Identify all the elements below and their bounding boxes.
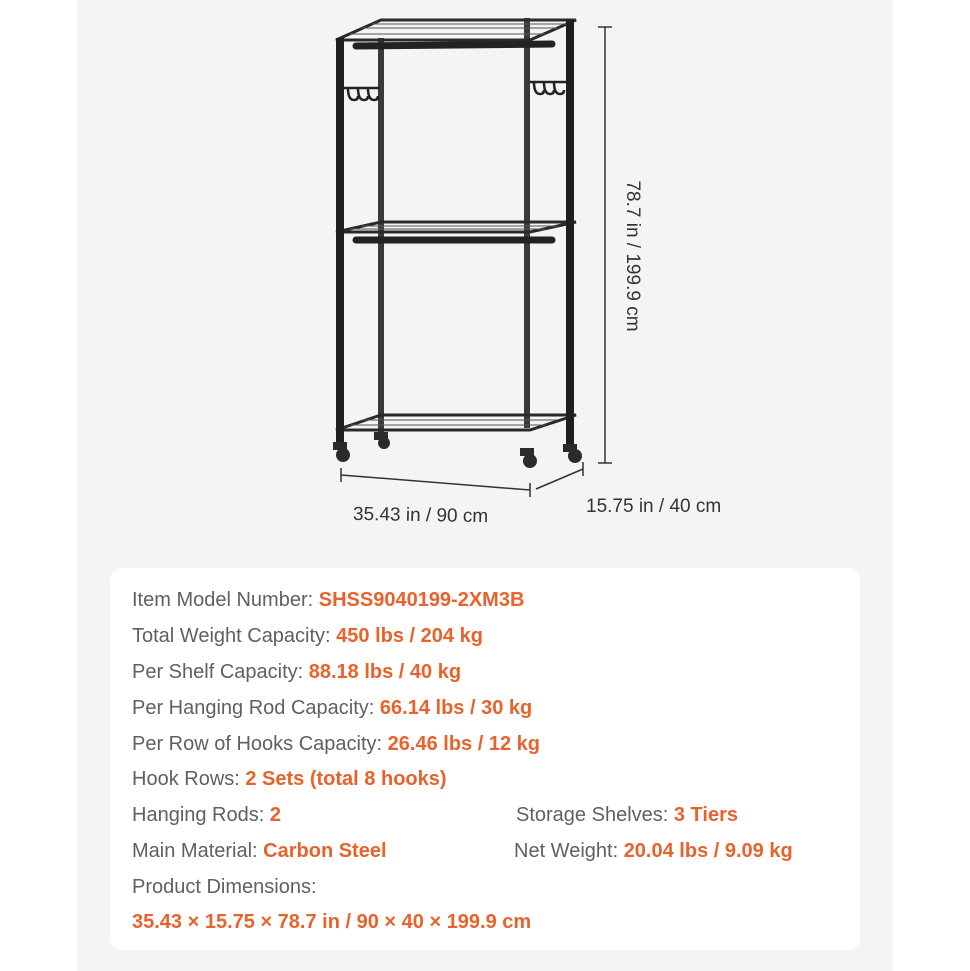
spec-label: Storage Shelves:	[516, 804, 674, 826]
spec-product-dimensions-label	[132, 875, 317, 899]
spec-per-hooks-capacity	[132, 732, 540, 756]
spec-per-rod-capacity	[132, 696, 532, 720]
spec-value: 2 Sets (total 8 hooks)	[245, 768, 447, 790]
spec-value: 88.18 lbs / 40 kg	[308, 661, 462, 683]
spec-label: Total Weight Capacity:	[132, 625, 337, 647]
spec-label: Per Row of Hooks Capacity:	[132, 733, 388, 755]
height-dimension-text: 78.7 in / 199.9 cm	[622, 180, 643, 332]
width-dimension-label: 35.43 in / 90 cm	[352, 503, 489, 528]
spec-value: 35.43 × 15.75 × 78.7 in / 90 × 40 × 199.9 cm	[132, 911, 532, 933]
spec-label: Product Dimensions:	[132, 876, 317, 898]
specifications-card	[110, 568, 860, 950]
spec-per-shelf-capacity	[132, 660, 461, 684]
spec-main-material	[132, 839, 387, 863]
spec-label: Main Material:	[132, 840, 264, 862]
spec-model-number	[132, 588, 524, 612]
spec-value: 2	[269, 804, 281, 826]
spec-value: 3 Tiers	[673, 804, 738, 826]
spec-label: Hanging Rods:	[132, 804, 270, 826]
spec-label: Per Shelf Capacity:	[132, 661, 309, 683]
spec-value: 66.14 lbs / 30 kg	[379, 697, 533, 719]
spec-value: Carbon Steel	[263, 840, 387, 862]
spec-value: 450 lbs / 204 kg	[336, 625, 483, 647]
spec-product-dimensions-value	[132, 910, 531, 934]
spec-value: 20.04 lbs / 9.09 kg	[623, 840, 793, 862]
spec-storage-shelves	[516, 803, 738, 827]
spec-value: SHSS9040199-2XM3B	[318, 589, 525, 611]
spec-net-weight	[514, 839, 793, 863]
spec-label: Per Hanging Rod Capacity:	[132, 697, 380, 719]
spec-label: Hook Rows:	[132, 768, 246, 790]
spec-hanging-rods	[132, 803, 281, 827]
spec-value: 26.46 lbs / 12 kg	[387, 733, 540, 755]
spec-hook-rows	[132, 767, 447, 791]
spec-label: Item Model Number:	[132, 589, 319, 611]
depth-dimension-label: 15.75 in / 40 cm	[586, 496, 722, 517]
spec-total-weight-capacity	[132, 624, 483, 648]
spec-label: Net Weight:	[514, 840, 624, 862]
